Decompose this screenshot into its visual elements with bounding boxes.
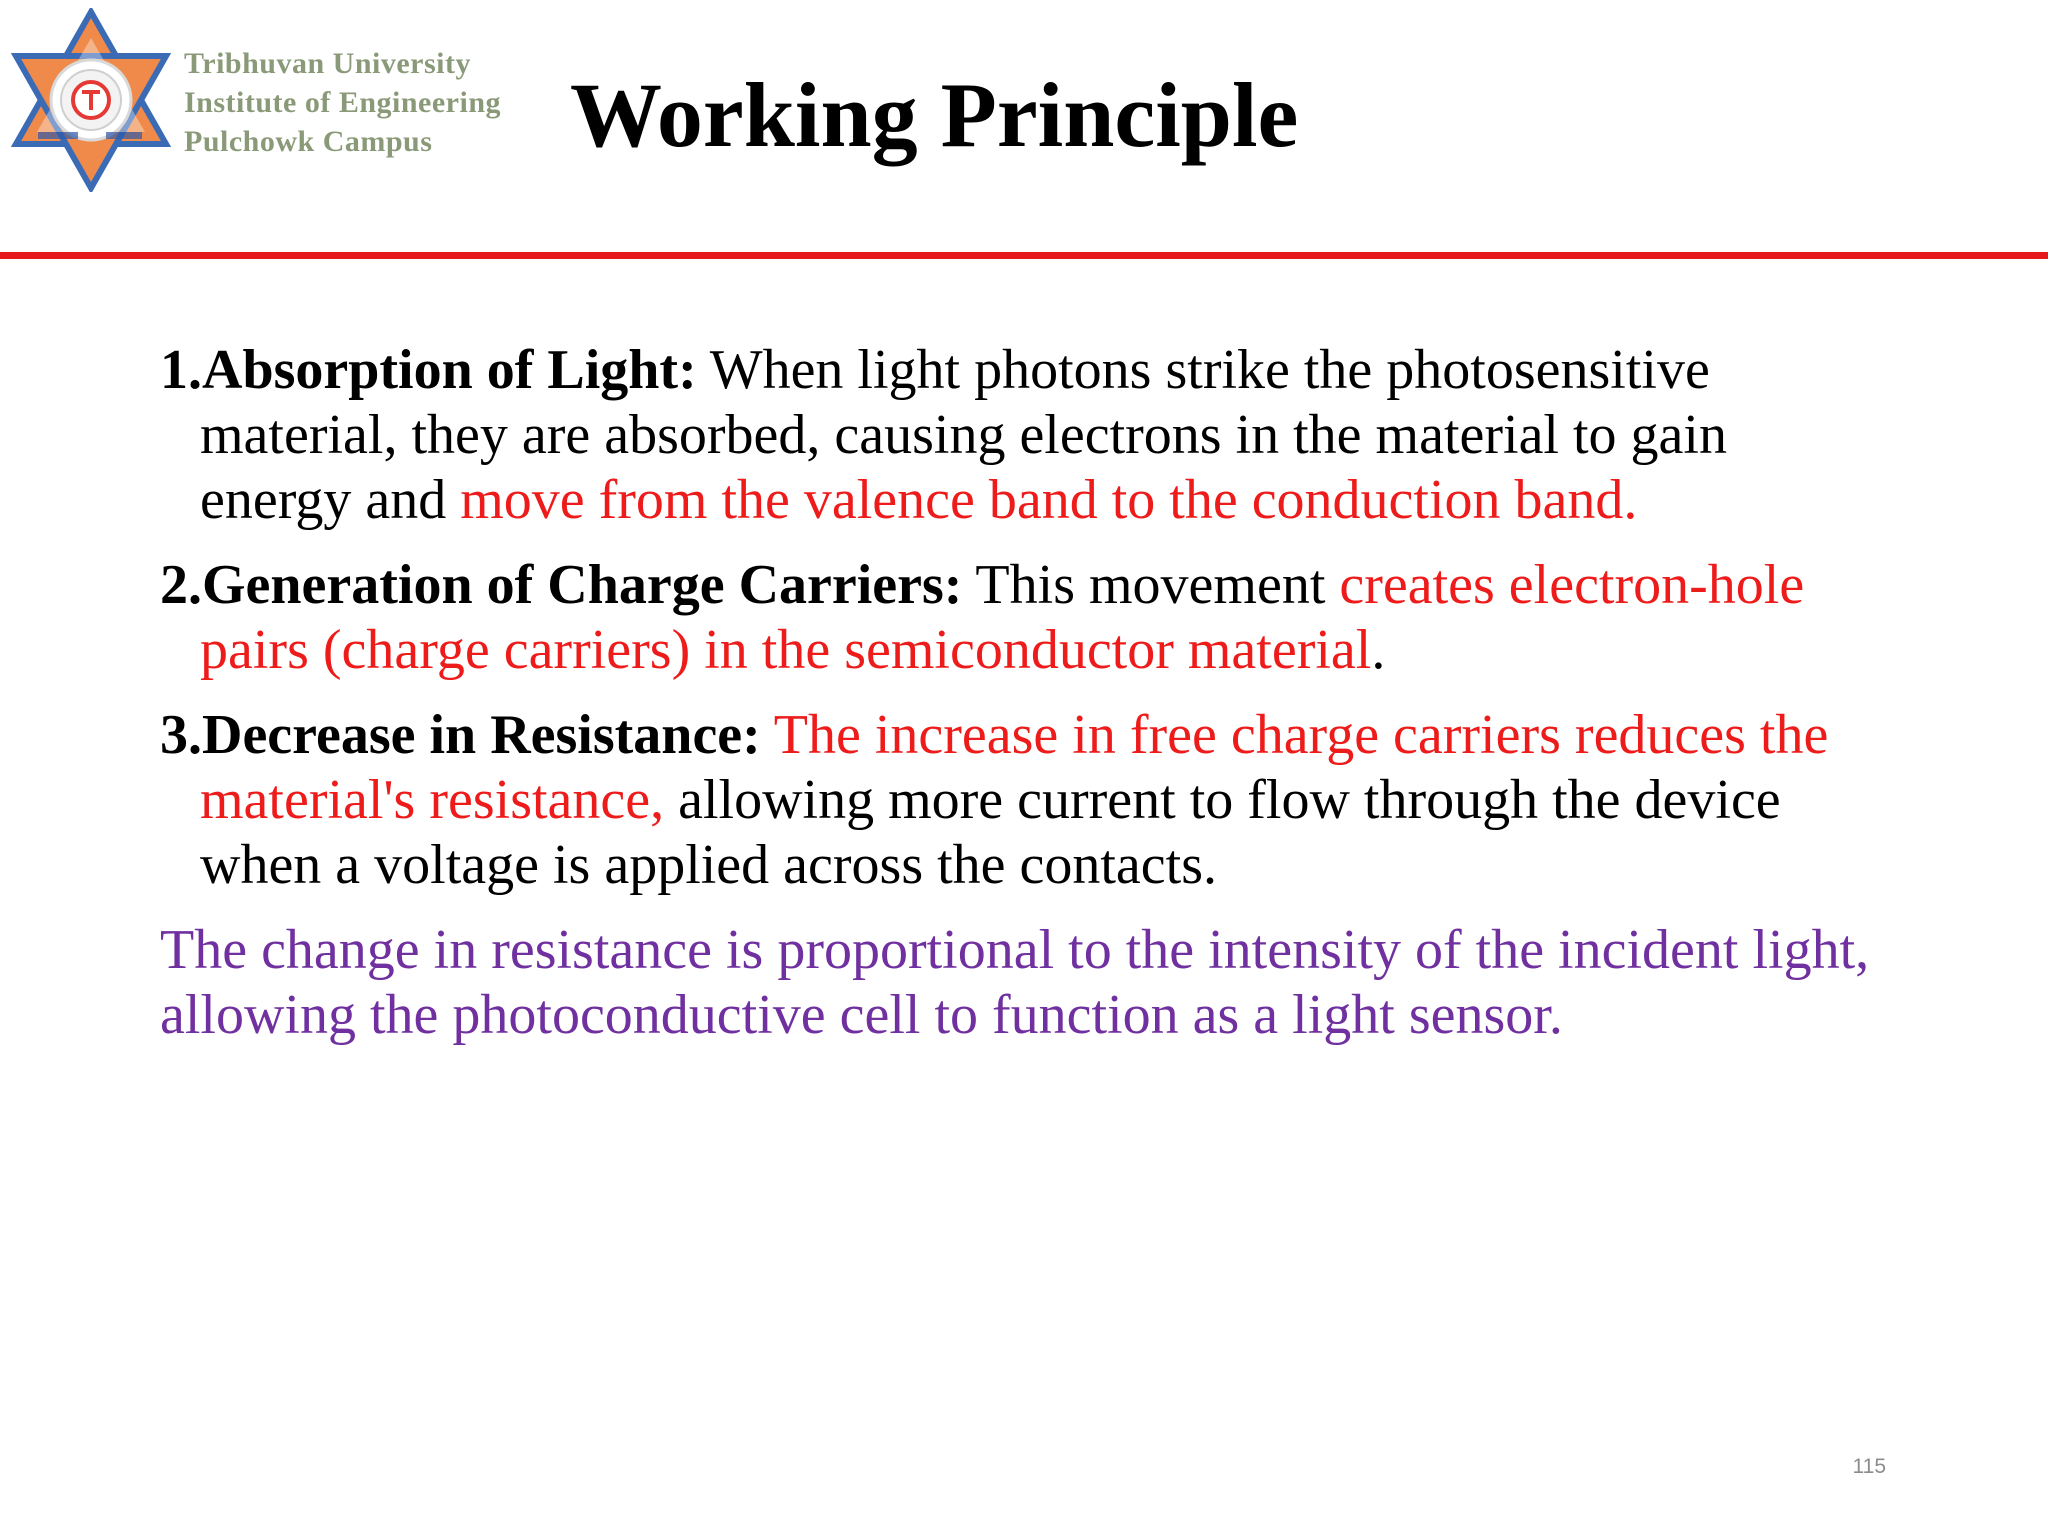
institution-line-university: Tribhuvan University — [184, 47, 471, 80]
point-heading: Absorption of Light: — [202, 339, 697, 401]
point-emphasis: The increase in free charge carriers reduces the material's resistance, — [200, 704, 1829, 831]
slide-body — [160, 338, 1880, 1048]
point-absorption-of-light — [160, 338, 1880, 533]
point-text-end: allowing more current to flow through the device when a voltage is applied across the contacts. — [200, 769, 1781, 896]
point-text — [761, 704, 774, 766]
university-seal-logo — [10, 8, 172, 192]
point-heading: Generation of Charge Carriers: — [202, 554, 963, 616]
slide-title: Working Principle — [570, 64, 1299, 166]
point-text: This movement — [962, 554, 1340, 616]
point-number: 3. — [160, 704, 202, 766]
point-emphasis: move from the valence band to the conduction band. — [460, 469, 1638, 531]
point-text: When light photons strike the photosensitive material, they are absorbed, causing electrons in the material to gain energy and — [200, 339, 1727, 531]
point-number: 2. — [160, 554, 202, 616]
point-text-end: . — [1371, 619, 1386, 681]
institution-line-campus: Pulchowk Campus — [184, 125, 433, 158]
point-emphasis: creates electron-hole pairs (charge carriers) in the semiconductor material — [200, 554, 1805, 681]
header-divider — [0, 252, 2048, 259]
institution-name — [184, 44, 594, 161]
slide-header — [0, 0, 2048, 255]
point-number: 1. — [160, 339, 202, 401]
point-heading: Decrease in Resistance: — [202, 704, 761, 766]
point-generation-of-charge-carriers — [160, 553, 1880, 683]
page-number: 115 — [1852, 1455, 1886, 1478]
institution-line-institute: Institute of Engineering — [184, 86, 502, 119]
summary-text: The change in resistance is proportional to the intensity of the incident light, allowing the photoconductive cell to function as a light sensor. — [160, 919, 1870, 1046]
point-decrease-in-resistance — [160, 703, 1880, 898]
